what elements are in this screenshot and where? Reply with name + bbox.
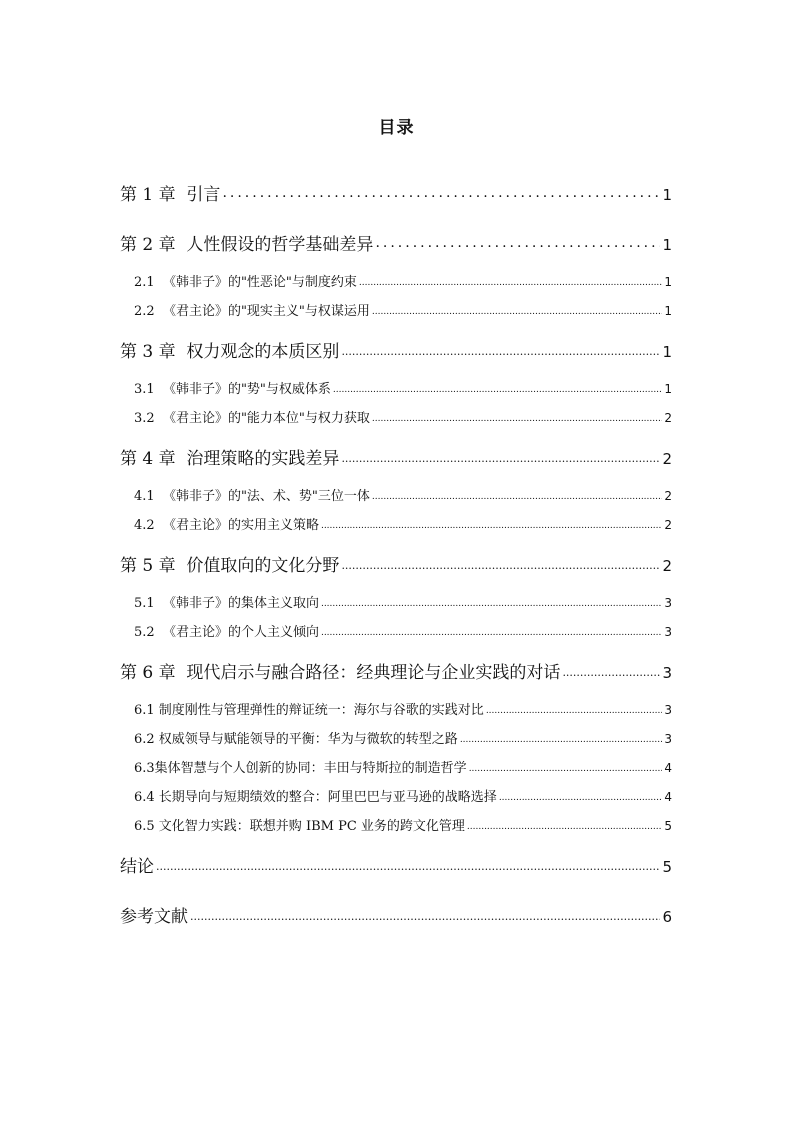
dot-leader <box>469 760 663 775</box>
toc-entry-section-6-1[interactable] <box>134 699 672 718</box>
dot-leader <box>321 517 662 532</box>
dot-leader <box>190 905 660 925</box>
toc-entry-label: 5.2 《君主论》的个人主义倾向 <box>134 625 319 640</box>
dot-leader <box>486 702 663 717</box>
toc-entry-page: 1 <box>664 275 672 289</box>
toc-entry-label: 第 2 章 人性假设的哲学基础差异 <box>120 235 374 255</box>
toc-entry-label: 第 3 章 权力观念的本质区别 <box>120 342 340 362</box>
toc-entry-label: 第 6 章 现代启示与融合路径：经典理论与企业实践的对话 <box>120 663 561 683</box>
toc-entry-chapter-4[interactable] <box>120 444 672 469</box>
toc-entry-label: 2.1 《韩非子》的"性恶论"与制度约束 <box>134 275 357 290</box>
toc-entry-page: 5 <box>662 858 672 876</box>
toc-entry-section-6-2[interactable] <box>134 728 672 747</box>
toc-entry-label: 6.1 制度刚性与管理弹性的辩证统一：海尔与谷歌的实践对比 <box>134 703 484 718</box>
dot-leader <box>321 624 662 639</box>
dot-leader <box>341 554 660 574</box>
toc-entry-section-5-2[interactable] <box>134 621 672 640</box>
dot-leader <box>499 789 663 804</box>
toc-entry-page: 2 <box>664 518 672 532</box>
toc-entry-page: 5 <box>664 819 672 833</box>
toc-entry-page: 2 <box>664 489 672 503</box>
toc-entry-section-3-2[interactable] <box>134 407 672 426</box>
toc-entry-section-3-1[interactable] <box>134 378 672 397</box>
toc-entry-page: 3 <box>664 625 672 639</box>
toc-entry-page: 1 <box>664 382 672 396</box>
dot-leader <box>372 410 662 425</box>
toc-entry-section-5-1[interactable] <box>134 592 672 611</box>
toc-entry-label: 6.4 长期导向与短期绩效的整合：阿里巴巴与亚马逊的战略选择 <box>134 790 497 805</box>
toc-entry-chapter-6[interactable] <box>120 658 672 683</box>
toc-entry-label: 第 1 章 引言 <box>120 185 221 205</box>
toc-entry-label: 第 5 章 价值取向的文化分野 <box>120 556 340 576</box>
dot-leader <box>321 595 662 610</box>
toc-entry-chapter-3[interactable] <box>120 337 672 362</box>
toc-entry-page: 3 <box>664 703 672 717</box>
toc-entry-section-2-2[interactable] <box>134 300 672 319</box>
toc-entry-label: 2.2 《君主论》的"现实主义"与权谋运用 <box>134 304 370 319</box>
toc-entry-references[interactable] <box>120 902 672 927</box>
toc-entry-section-4-1[interactable] <box>134 485 672 504</box>
toc-entry-page: 2 <box>664 411 672 425</box>
toc-entry-label: 4.1 《韩非子》的"法、术、势"三位一体 <box>134 489 370 504</box>
toc-entry-page: 2 <box>662 450 672 468</box>
dot-leader <box>562 661 660 681</box>
toc-entry-label: 6.3集体智慧与个人创新的协同：丰田与特斯拉的制造哲学 <box>134 761 467 776</box>
toc-entry-section-6-4[interactable] <box>134 786 672 805</box>
page-title: 目录 <box>378 118 415 138</box>
dot-leader <box>341 340 660 360</box>
dot-leader <box>372 303 662 318</box>
toc-entry-page: 3 <box>664 732 672 746</box>
dot-leader <box>359 274 662 289</box>
dot-leader <box>341 447 660 467</box>
toc-entry-chapter-2[interactable] <box>120 230 672 255</box>
toc-entry-label: 6.2 权威领导与赋能领导的平衡：华为与微软的转型之路 <box>134 732 458 747</box>
toc-entry-section-6-5[interactable] <box>134 815 672 834</box>
toc-entry-page: 1 <box>662 236 672 254</box>
toc-entry-page: 4 <box>664 790 672 804</box>
toc-entry-label: 结论 <box>120 857 154 877</box>
dot-leader <box>467 818 662 833</box>
toc-entry-page: 1 <box>664 304 672 318</box>
dot-leader <box>333 381 662 396</box>
toc-entry-label: 3.1 《韩非子》的"势"与权威体系 <box>134 382 331 397</box>
dot-leader <box>460 731 663 746</box>
dot-leader <box>372 488 662 503</box>
toc-entry-page: 1 <box>662 343 672 361</box>
toc-entry-chapter-5[interactable] <box>120 551 672 576</box>
toc-entry-label: 6.5 文化智力实践：联想并购 IBM PC 业务的跨文化管理 <box>134 819 465 834</box>
toc-entry-section-4-2[interactable] <box>134 514 672 533</box>
toc-entry-label: 第 4 章 治理策略的实践差异 <box>120 449 340 469</box>
dot-leader <box>375 232 660 252</box>
dot-leader <box>156 855 660 875</box>
toc-entry-label: 3.2 《君主论》的"能力本位"与权力获取 <box>134 411 370 426</box>
toc-entry-page: 2 <box>662 557 672 575</box>
toc-entry-chapter-1[interactable] <box>120 180 672 205</box>
toc-entry-conclusion[interactable] <box>120 852 672 877</box>
toc-entry-section-6-3[interactable] <box>134 757 672 776</box>
toc-entry-page: 3 <box>662 664 672 682</box>
toc-entry-label: 4.2 《君主论》的实用主义策略 <box>134 518 319 533</box>
toc-entry-page: 6 <box>662 908 672 926</box>
toc-entry-section-2-1[interactable] <box>134 271 672 290</box>
toc-entry-page: 4 <box>664 761 672 775</box>
dot-leader <box>222 182 660 202</box>
toc-entry-label: 5.1 《韩非子》的集体主义取向 <box>134 596 319 611</box>
toc-entry-page: 3 <box>664 596 672 610</box>
toc-entry-page: 1 <box>662 186 672 204</box>
toc-entry-label: 参考文献 <box>120 907 188 927</box>
